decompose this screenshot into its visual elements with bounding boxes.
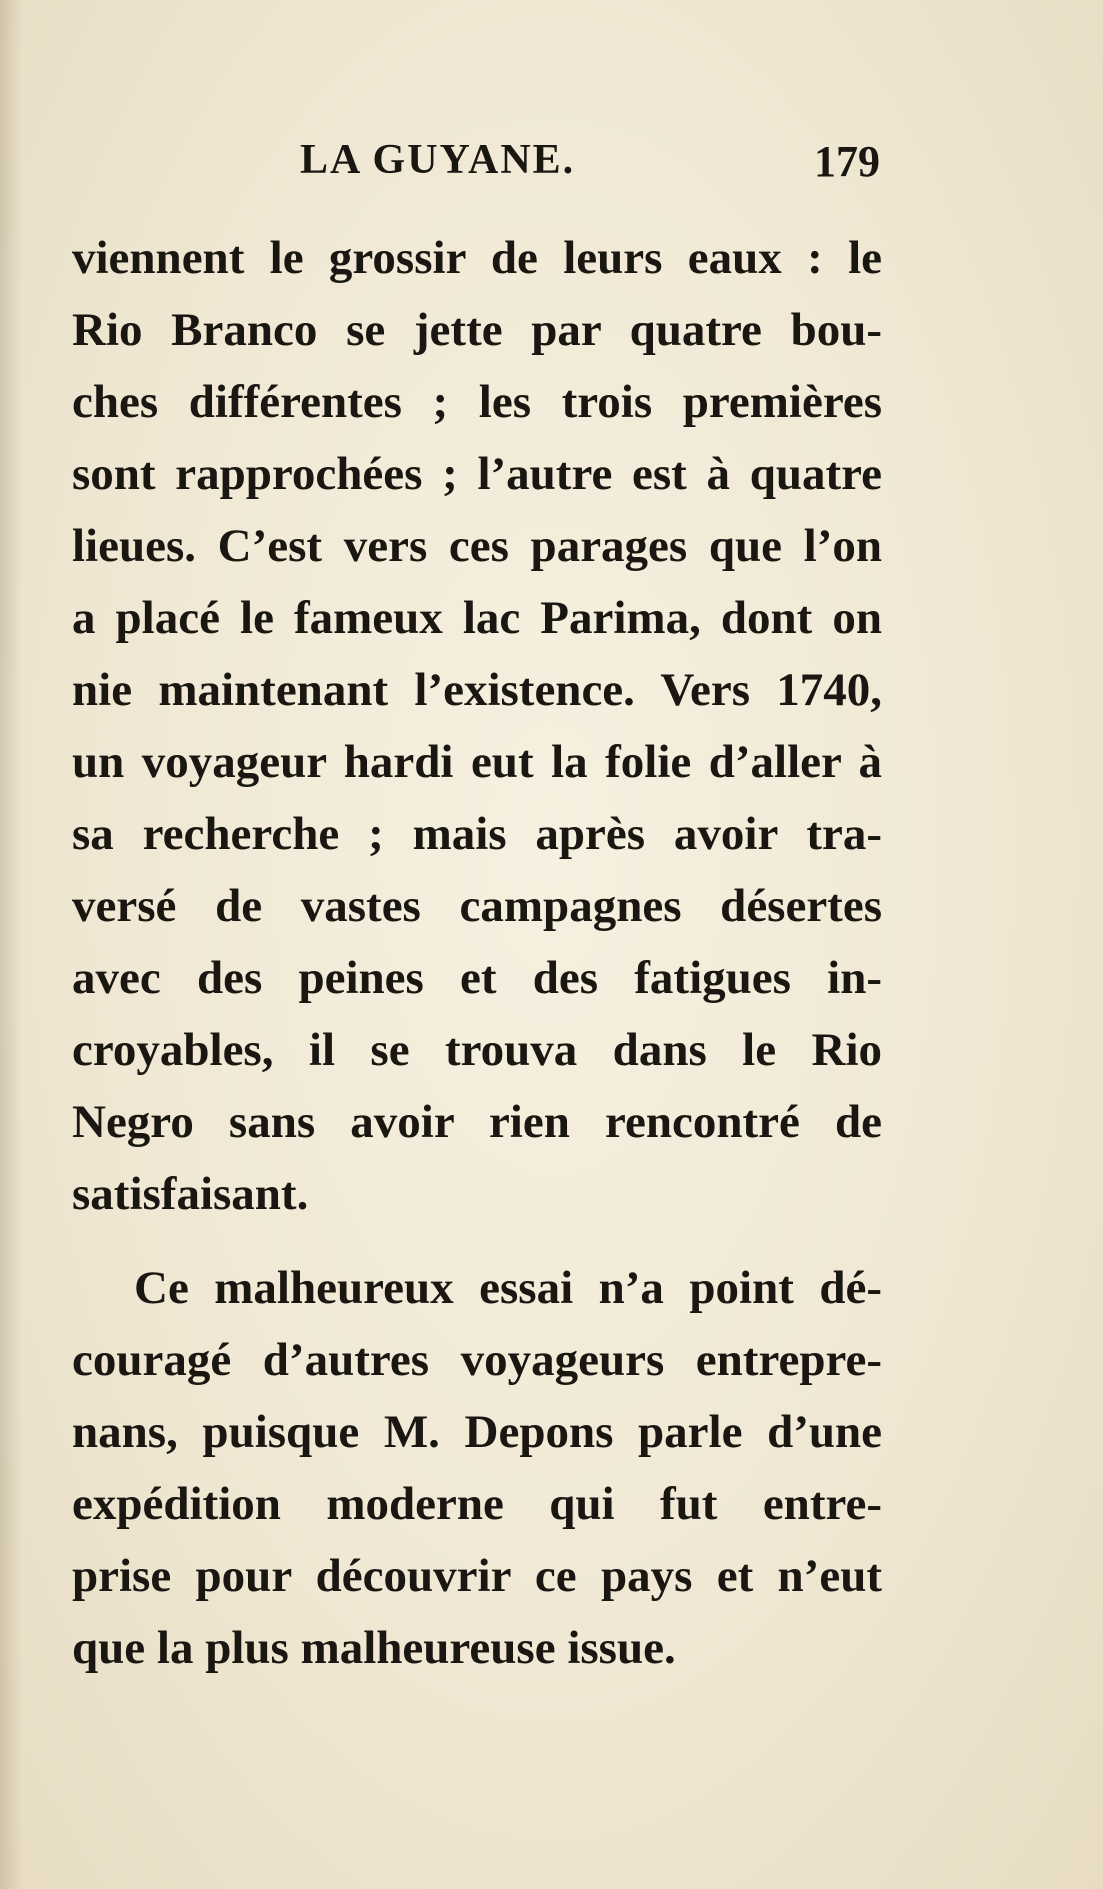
text-line: nans, puisque M. Depons parle d’une — [72, 1406, 882, 1458]
text-line: versé de vastes campagnes désertes — [72, 880, 882, 932]
page-header — [300, 136, 880, 196]
paragraph-1 — [72, 222, 882, 1230]
text-line: avec des peines et des fatigues in- — [72, 952, 882, 1004]
page-edge-shadow — [0, 0, 22, 1889]
text-line: viennent le grossir de leurs eaux : le — [72, 232, 882, 284]
text-line: croyables, il se trouva dans le Rio — [72, 1024, 882, 1076]
text-line: Rio Branco se jette par quatre bou- — [72, 304, 882, 356]
text-line: prise pour découvrir ce pays et n’eut — [72, 1550, 882, 1602]
text-line: lieues. C’est vers ces parages que l’on — [72, 520, 882, 572]
text-line: ches différentes ; les trois premières — [72, 376, 882, 428]
text-line: nie maintenant l’existence. Vers 1740, — [72, 664, 882, 716]
page-number: 179 — [814, 137, 880, 186]
text-line: Ce malheureux essai n’a point dé- — [134, 1262, 882, 1314]
text-line: satisfaisant. — [72, 1168, 309, 1220]
paragraph-break — [72, 1230, 882, 1252]
text-line: que la plus malheureuse issue. — [72, 1622, 676, 1674]
body-text — [72, 222, 882, 1684]
text-line: expédition moderne qui fut entre- — [72, 1478, 882, 1530]
text-line: sa recherche ; mais après avoir tra- — [72, 808, 882, 860]
text-line: sont rapprochées ; l’autre est à quatre — [72, 448, 882, 500]
paragraph-2 — [72, 1252, 882, 1684]
running-head: LA GUYANE. — [300, 137, 576, 183]
text-line: Negro sans avoir rien rencontré de — [72, 1096, 882, 1148]
text-line: couragé d’autres voyageurs entrepre- — [72, 1334, 882, 1386]
text-line: a placé le fameux lac Parima, dont on — [72, 592, 882, 644]
text-line: un voyageur hardi eut la folie d’aller à — [72, 736, 882, 788]
